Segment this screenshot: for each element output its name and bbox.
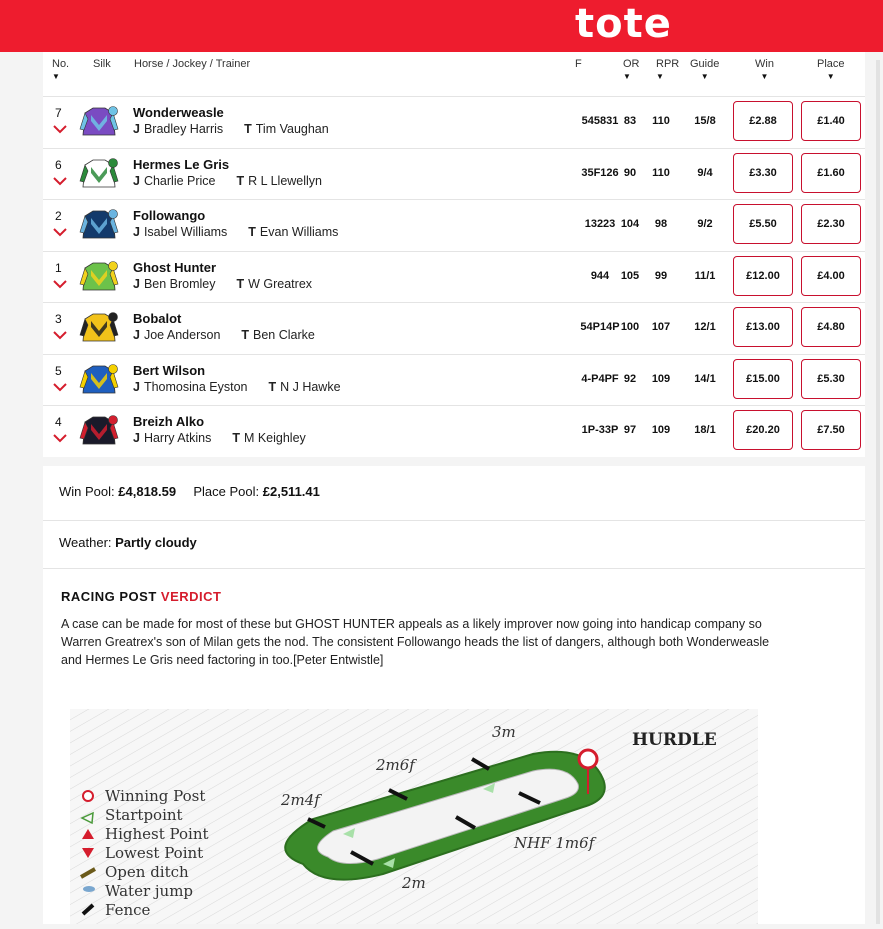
svg-text:Lowest Point: Lowest Point — [105, 844, 204, 862]
svg-text:Highest Point: Highest Point — [105, 825, 209, 843]
svg-text:Startpoint: Startpoint — [105, 806, 183, 824]
tote-logo[interactable]: tote — [575, 1, 672, 47]
place-odds-button[interactable]: £4.00 — [801, 256, 861, 296]
official-rating: 105 — [620, 269, 640, 282]
header-win[interactable]: Win ▼ — [755, 58, 774, 81]
runner-number: 4 — [55, 415, 62, 429]
header-silk: Silk — [93, 58, 111, 70]
sort-down-icon[interactable]: ▼ — [656, 72, 664, 81]
place-odds-button[interactable]: £4.80 — [801, 307, 861, 347]
place-odds-button[interactable]: £5.30 — [801, 359, 861, 399]
trainer-name: Tim Vaughan — [255, 122, 329, 136]
winning-post-icon — [83, 791, 93, 801]
runner-row[interactable] — [43, 405, 865, 457]
header-rpr[interactable]: RPR ▼ — [656, 58, 680, 81]
win-odds-button[interactable]: £13.00 — [733, 307, 793, 347]
official-rating: 92 — [623, 372, 637, 385]
win-odds-button[interactable]: £2.88 — [733, 101, 793, 141]
distance-2m6f: 2m6f — [376, 756, 415, 774]
guide-odds: 12/1 — [694, 321, 716, 333]
official-rating: 97 — [623, 424, 637, 436]
guide-odds: 11/1 — [694, 269, 716, 282]
chevron-down-icon[interactable] — [53, 279, 67, 289]
horse-name[interactable]: Followango — [133, 208, 206, 223]
runner-row[interactable] — [43, 199, 865, 251]
runner-row[interactable] — [43, 148, 865, 200]
form-figures: 54P14P — [580, 321, 620, 333]
rpr-rating: 98 — [654, 218, 668, 230]
chevron-down-icon[interactable] — [53, 382, 67, 392]
jockey-silk-icon — [79, 157, 119, 189]
header-place[interactable]: Place ▼ — [817, 58, 845, 81]
jockey-trainer: J Ben Bromley T W Greatrex — [133, 276, 313, 291]
jockey-name: Joe Anderson — [143, 328, 221, 342]
chevron-down-icon[interactable] — [53, 176, 67, 186]
distance-2m: 2m — [402, 874, 426, 892]
jockey-silk-icon — [79, 311, 119, 343]
rpr-rating: 109 — [651, 424, 671, 436]
header-no[interactable]: No. ▼ — [52, 58, 70, 81]
winning-post-icon — [579, 750, 597, 768]
jockey-silk-icon — [79, 260, 119, 292]
chevron-down-icon[interactable] — [53, 227, 67, 237]
svg-text:Open ditch: Open ditch — [105, 863, 189, 881]
guide-odds: 18/1 — [694, 424, 716, 436]
form-figures: 1P-33P — [581, 424, 619, 436]
jockey-name: Charlie Price — [143, 173, 216, 188]
header-guide[interactable]: Guide ▼ — [690, 58, 720, 81]
horse-name[interactable]: Breizh Alko — [133, 414, 205, 429]
trainer-name: W Greatrex — [248, 276, 313, 291]
win-odds-button[interactable]: £3.30 — [733, 153, 793, 193]
sort-down-icon[interactable]: ▼ — [52, 72, 60, 81]
runner-number: 7 — [55, 106, 62, 120]
jockey-trainer: J Thomosina Eyston T N J Hawke — [133, 379, 341, 394]
sort-down-icon[interactable]: ▼ — [826, 72, 835, 81]
verdict-text: A case can be made for most of these but GHOST HUNTER appeals as a likely improver now going into handicap company so Warren Greatrex's son of Milan gets the nod. The consistent Followango heads the list of dangers, although both Wonderweasle and Hermes Le Gris need factoring in too.[Peter Entwistle] — [61, 617, 770, 667]
weather-label: Weather: — [59, 535, 112, 550]
jockey-silk-icon — [79, 414, 119, 446]
jockey-silk-icon — [79, 208, 119, 240]
sort-down-icon[interactable]: ▼ — [623, 72, 631, 81]
rpr-rating: 110 — [652, 166, 670, 179]
horse-name[interactable]: Wonderweasle — [133, 105, 224, 120]
win-odds-button[interactable]: £15.00 — [733, 359, 793, 399]
jockey-trainer: J Charlie Price T R L Llewellyn — [133, 173, 323, 188]
jockey-name: Thomosina Eyston — [143, 379, 248, 394]
header-form: F — [575, 58, 582, 70]
win-odds-button[interactable]: £20.20 — [733, 410, 793, 450]
guide-odds: 9/2 — [697, 218, 713, 230]
place-pool-label: Place Pool: — [193, 484, 260, 499]
runner-number: 3 — [55, 312, 62, 326]
pool-info — [43, 466, 865, 521]
jockey-name: Ben Bromley — [143, 276, 216, 291]
official-rating: 83 — [623, 115, 637, 127]
horse-name[interactable]: Bobalot — [133, 311, 182, 326]
win-odds-button[interactable]: £12.00 — [733, 256, 793, 296]
course-map — [43, 689, 865, 924]
header-or[interactable]: OR ▼ — [623, 58, 640, 81]
guide-odds: 15/8 — [694, 115, 716, 127]
distance-nhf: NHF 1m6f — [514, 834, 595, 852]
place-odds-button[interactable]: £7.50 — [801, 410, 861, 450]
trainer-name: N J Hawke — [280, 379, 341, 394]
header-bar — [0, 0, 883, 52]
official-rating: 100 — [620, 321, 640, 333]
course-map-graphic — [43, 689, 865, 924]
jockey-silk-icon — [79, 105, 119, 137]
runner-number: 1 — [55, 260, 62, 275]
win-pool-value: £4,818.59 — [118, 484, 177, 499]
rpr-rating: 107 — [651, 321, 671, 333]
water-jump-icon — [83, 886, 95, 892]
rpr-rating: 109 — [651, 372, 671, 385]
verdict-title: RACING POST VERDICT — [61, 589, 222, 604]
jockey-silk-icon — [79, 363, 119, 395]
trainer-name: Ben Clarke — [253, 328, 315, 342]
racing-post-verdict — [43, 569, 865, 689]
runner-row[interactable] — [43, 96, 865, 148]
trainer-name: R L Llewellyn — [248, 173, 323, 188]
jockey-name: Bradley Harris — [143, 122, 224, 136]
trainer-name: M Keighley — [243, 431, 306, 445]
runner-row[interactable] — [43, 354, 865, 406]
place-odds-button[interactable]: £2.30 — [801, 204, 861, 244]
form-figures: 545831 — [581, 115, 619, 127]
horse-name[interactable]: Bert Wilson — [133, 362, 206, 378]
runner-row[interactable] — [43, 251, 865, 303]
rpr-rating: 99 — [654, 269, 668, 282]
form-figures: 13223 — [584, 218, 616, 230]
runner-number: 2 — [55, 209, 62, 223]
header-horse: Horse / Jockey / Trainer — [134, 58, 251, 70]
weather-info — [43, 521, 865, 569]
win-pool-label: Win Pool: — [59, 484, 115, 499]
place-pool-value: £2,511.41 — [262, 484, 320, 499]
runner-number: 6 — [55, 157, 62, 172]
jockey-name: Harry Atkins — [143, 431, 212, 445]
weather-value: Partly cloudy — [115, 535, 197, 550]
distance-2m4f: 2m4f — [281, 791, 320, 809]
jockey-trainer: J Harry Atkins T M Keighley — [133, 431, 306, 445]
win-odds-button[interactable]: £5.50 — [733, 204, 793, 244]
sort-down-icon[interactable]: ▼ — [760, 72, 769, 81]
jockey-trainer: J Joe Anderson T Ben Clarke — [133, 328, 315, 342]
runner-number: 5 — [55, 363, 62, 378]
jockey-trainer: J Bradley Harris T Tim Vaughan — [133, 122, 329, 136]
sort-down-icon[interactable]: ▼ — [700, 72, 709, 81]
chevron-down-icon[interactable] — [53, 433, 67, 443]
place-odds-button[interactable]: £1.60 — [801, 153, 861, 193]
svg-text:Fence: Fence — [105, 901, 151, 919]
form-figures: 35F126 — [581, 166, 619, 179]
scrollbar[interactable] — [876, 60, 880, 924]
jockey-name: Isabel Williams — [143, 225, 228, 239]
jockey-trainer: J Isabel Williams T Evan Williams — [133, 225, 339, 239]
guide-odds: 14/1 — [694, 372, 716, 385]
distance-3m: 3m — [492, 723, 516, 741]
form-figures: 944 — [590, 269, 610, 282]
official-rating: 90 — [623, 166, 637, 179]
chevron-down-icon[interactable] — [53, 330, 67, 340]
horse-name[interactable]: Ghost Hunter — [133, 259, 217, 275]
chevron-down-icon[interactable] — [53, 124, 67, 134]
trainer-name: Evan Williams — [259, 225, 339, 239]
rpr-rating: 110 — [652, 115, 670, 127]
svg-text:Winning Post: Winning Post — [105, 787, 206, 805]
place-odds-button[interactable]: £1.40 — [801, 101, 861, 141]
guide-odds: 9/4 — [697, 166, 713, 179]
form-figures: 4-P4PF — [581, 372, 619, 385]
svg-text:Water jump: Water jump — [105, 882, 194, 900]
runner-row[interactable] — [43, 302, 865, 354]
race-type-label: HURDLE — [632, 730, 717, 750]
horse-name[interactable]: Hermes Le Gris — [133, 156, 230, 172]
official-rating: 104 — [620, 218, 640, 230]
